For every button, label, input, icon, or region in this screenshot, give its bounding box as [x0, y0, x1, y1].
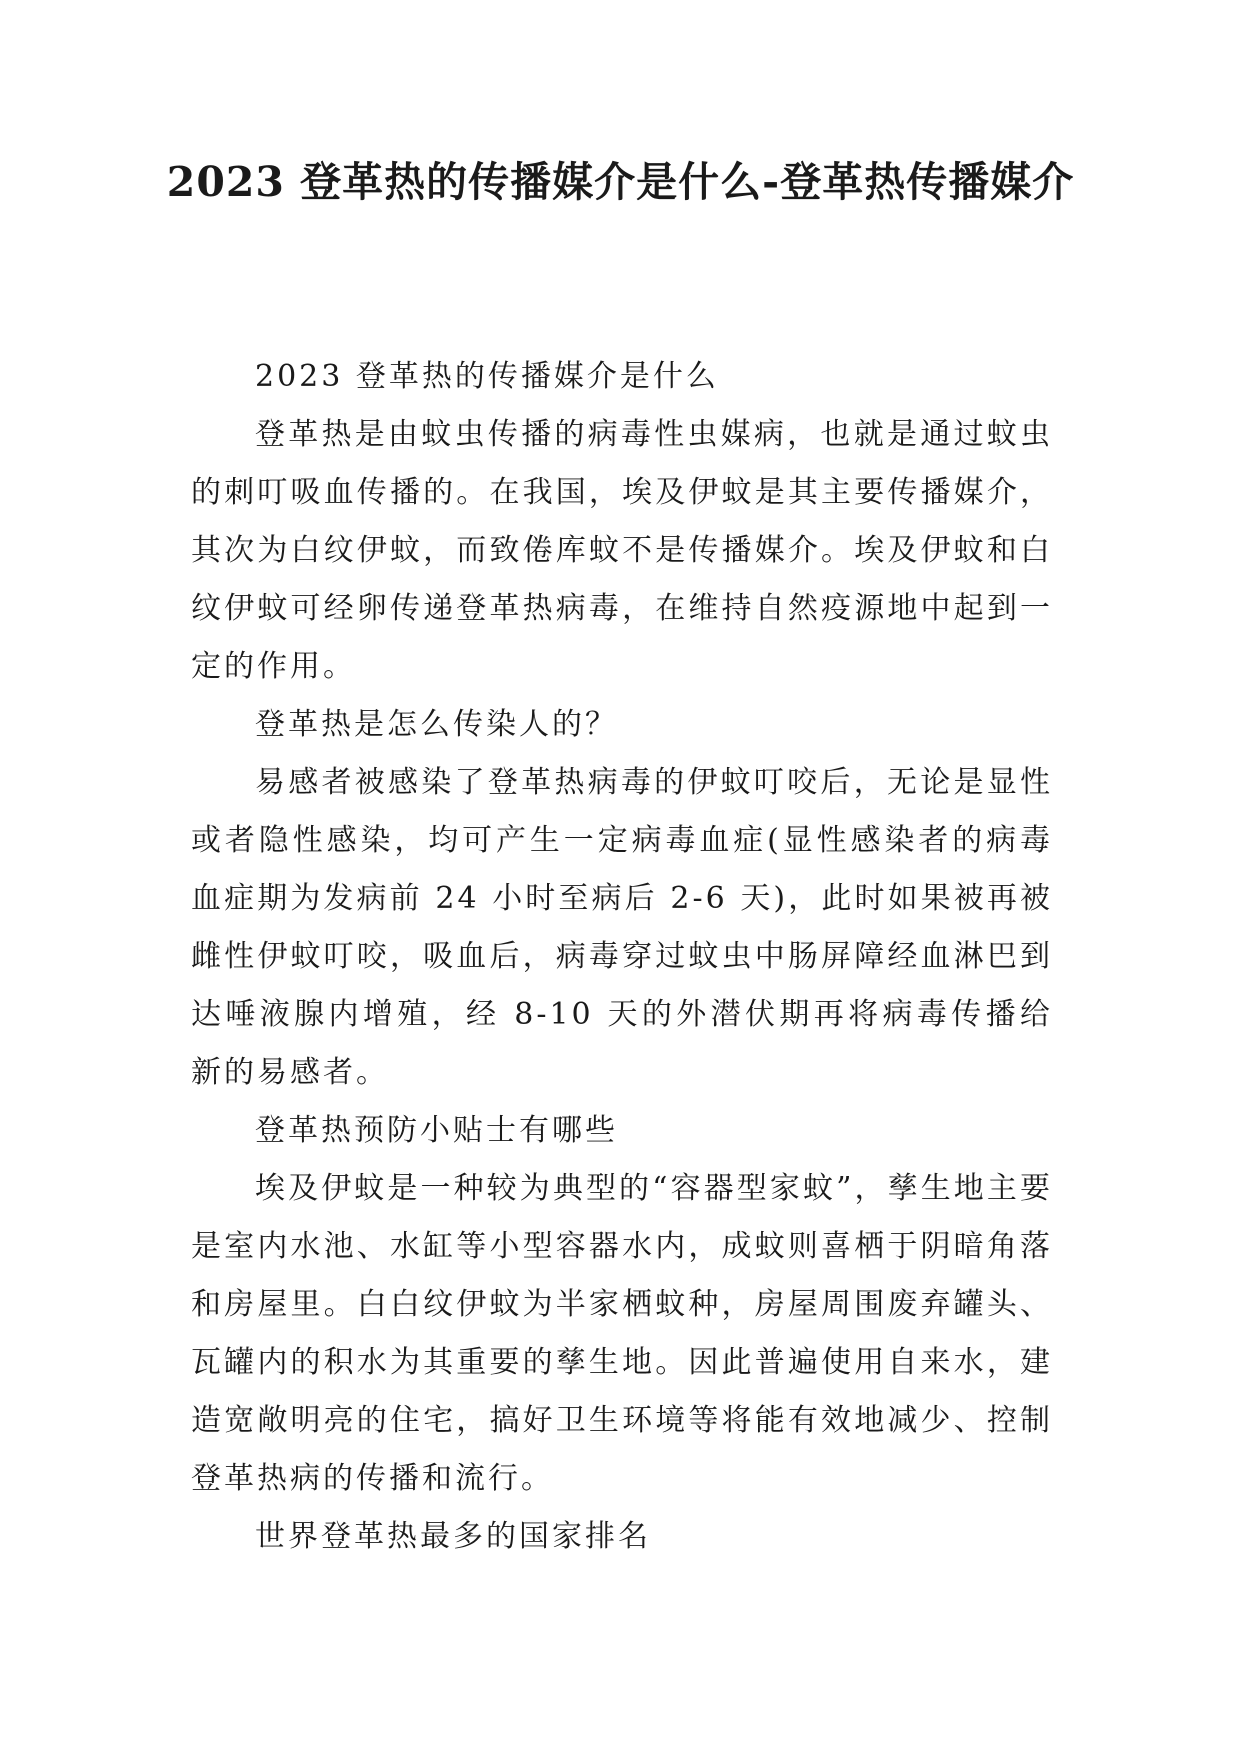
subheading-how-infects: 登革热是怎么传染人的？ — [255, 707, 618, 742]
subheading-country-ranking: 世界登革热最多的国家排名 — [255, 1519, 651, 1554]
paragraph-transmission-vectors: 登革热是由蚊虫传播的病毒性虫媒病，也就是通过蚊虫的刺叮吸血传播的。在我国，埃及伊蚊是其主要传播媒介，其次为白纹伊蚊，而致倦库蚊不是传播媒介。埃及伊蚊和白纹伊蚊可经卵传递登革热病毒，在维持自然疫源地中起到一定的作用。 — [191, 417, 1053, 684]
document-title: 2023 登革热的传播媒介是什么-登革热传播媒介 — [166, 158, 1075, 206]
subheading-dengue-vector: 2023 登革热的传播媒介是什么 — [255, 359, 719, 394]
paragraph-prevention: 埃及伊蚊是一种较为典型的“容器型家蚊”，孳生地主要是室内水池、水缸等小型容器水内，成蚊则喜栖于阴暗角落和房屋里。白白纹伊蚊为半家栖蚊种，房屋周围废弃罐头、瓦罐内的积水为其重要的孳生地。因此普遍使用自来水，建造宽敞明亮的住宅，搞好卫生环境等将能有效地减少、控制登革热病的传播和流行。 — [191, 1171, 1053, 1496]
paragraph-infection-process: 易感者被感染了登革热病毒的伊蚊叮咬后，无论是显性或者隐性感染，均可产生一定病毒血症(显性感染者的病毒血症期为发病前 24 小时至病后 2-6 天)，此时如果被再被雌性伊蚊叮咬，吸血后，病毒穿过蚊虫中肠屏障经血淋巴到达唾液腺内增殖，经 8-10 天的外潜伏期再将病毒传播给新的易感者。 — [191, 765, 1053, 1090]
document-body — [191, 348, 1053, 1566]
subheading-prevention-tips: 登革热预防小贴士有哪些 — [255, 1113, 618, 1148]
